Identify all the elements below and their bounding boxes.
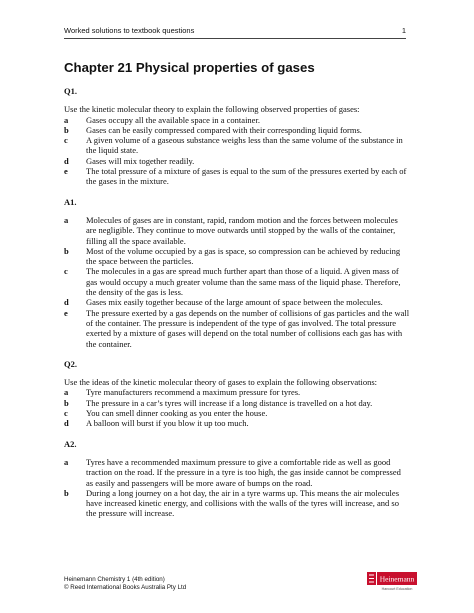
item-label: b	[64, 245, 69, 256]
item-text: Gases occupy all the available space in a container.	[86, 114, 260, 125]
list-item	[64, 488, 410, 519]
answer-2-heading: A2.	[64, 438, 77, 449]
item-text: Tyre manufacturers recommend a maximum pressure for tyres.	[86, 387, 301, 398]
list-item	[64, 125, 410, 135]
list-item	[64, 215, 410, 246]
item-label: b	[64, 397, 69, 408]
answer-1-heading: A1.	[64, 196, 77, 207]
question-1-intro: Use the kinetic molecular theory to explain the following observed properties of gases:	[64, 104, 360, 115]
page-number: 1	[401, 26, 406, 35]
item-label: c	[64, 266, 68, 277]
item-text: Molecules of gases are in constant, rapid, random motion and the forces between molecules are negligible. They continue to move outwards until stopped by the walls of the container, filling all the space available.	[86, 214, 398, 246]
running-header	[64, 26, 406, 35]
item-label: b	[64, 487, 69, 498]
logo-sub-text: Harcourt Education	[381, 587, 413, 591]
list-item	[64, 246, 410, 267]
item-label: c	[64, 408, 68, 419]
list-item	[64, 387, 410, 397]
list-item	[64, 418, 410, 428]
page-footer	[64, 576, 186, 592]
item-text: The molecules in a gas are spread much further apart than those of a liquid. A given mass of gas would occupy a much greater volume than the same mass of the liquid phase. Therefore, the density of the gas is less.	[86, 266, 401, 298]
item-label: a	[64, 114, 69, 125]
question-2-intro: Use the ideas of the kinetic molecular theory of gases to explain the following observations:	[64, 377, 377, 388]
list-item	[64, 115, 410, 125]
item-text: Tyres have a recommended maximum pressure to give a comfortable ride as well as good traction on the road. If the pressure in a tyre is too high, the gas inside cannot be compressed as easily and passengers will be more aware of bumps on the road.	[86, 456, 401, 488]
list-item	[64, 297, 410, 307]
item-text: Gases will mix together readily.	[86, 155, 195, 166]
header-title: Worked solutions to textbook questions	[64, 26, 195, 35]
item-label: c	[64, 135, 68, 146]
item-label: a	[64, 456, 69, 467]
item-text: Gases mix easily together because of the large amount of space between the molecules.	[86, 297, 383, 308]
list-item	[64, 398, 410, 408]
item-label: b	[64, 124, 69, 135]
item-text: Gases can be easily compressed compared with their corresponding liquid forms.	[86, 124, 362, 135]
list-item	[64, 135, 410, 156]
logo-brand-text: Heinemann	[379, 574, 415, 584]
item-text: A given volume of a gaseous substance weighs less than the same volume of the substance in the liquid state.	[86, 135, 403, 156]
question-2-list	[64, 387, 410, 428]
item-text: The pressure in a car’s tyres will increase if a long distance is travelled on a hot day.	[86, 397, 373, 408]
list-item	[64, 166, 410, 187]
question-1-heading: Q1.	[64, 86, 77, 96]
item-label: a	[64, 387, 69, 398]
document-body	[64, 86, 410, 519]
list-item	[64, 156, 410, 166]
item-text: A balloon will burst if you blow it up too much.	[86, 418, 249, 429]
item-text: During a long journey on a hot day, the air in a tyre warms up. This means the air molecules have increased kinetic energy, and collisions with the walls of the tyres will increase, and so the pressure will increase.	[86, 487, 400, 519]
item-text: The total pressure of a mixture of gases is equal to the sum of the pressures exerted by each of the gases in the mixture.	[86, 166, 407, 187]
list-item	[64, 408, 410, 418]
item-label: d	[64, 155, 69, 166]
list-item	[64, 308, 410, 349]
answer-1-list	[64, 215, 410, 349]
item-text: Most of the volume occupied by a gas is space, so compression can be achieved by reducing the space between the particles.	[86, 245, 401, 267]
item-label: d	[64, 297, 69, 308]
list-item	[64, 266, 410, 297]
item-label: a	[64, 214, 69, 225]
heinemann-logo	[367, 572, 417, 592]
question-1-list	[64, 115, 410, 187]
footer-copyright: © Reed International Books Australia Pty Ltd	[64, 584, 187, 591]
item-label: e	[64, 307, 68, 318]
question-2-heading: Q2.	[64, 358, 77, 369]
footer-book-title: Heinemann Chemistry 1 (4th edition)	[64, 576, 165, 583]
item-label: e	[64, 166, 68, 177]
chapter-title: Chapter 21 Physical properties of gases	[64, 60, 315, 75]
list-item	[64, 457, 410, 488]
header-rule	[64, 38, 406, 39]
item-label: d	[64, 418, 69, 429]
answer-2-list	[64, 457, 410, 519]
item-text: You can smell dinner cooking as you enter the house.	[86, 408, 268, 419]
item-text: The pressure exerted by a gas depends on the number of collisions of gas particles and the wall of the container. The pressure is independent of the type of gas involved. The total pressure exerted by a mixture of gases will depend on the total number of collisions each gas has with the container.	[86, 307, 410, 349]
